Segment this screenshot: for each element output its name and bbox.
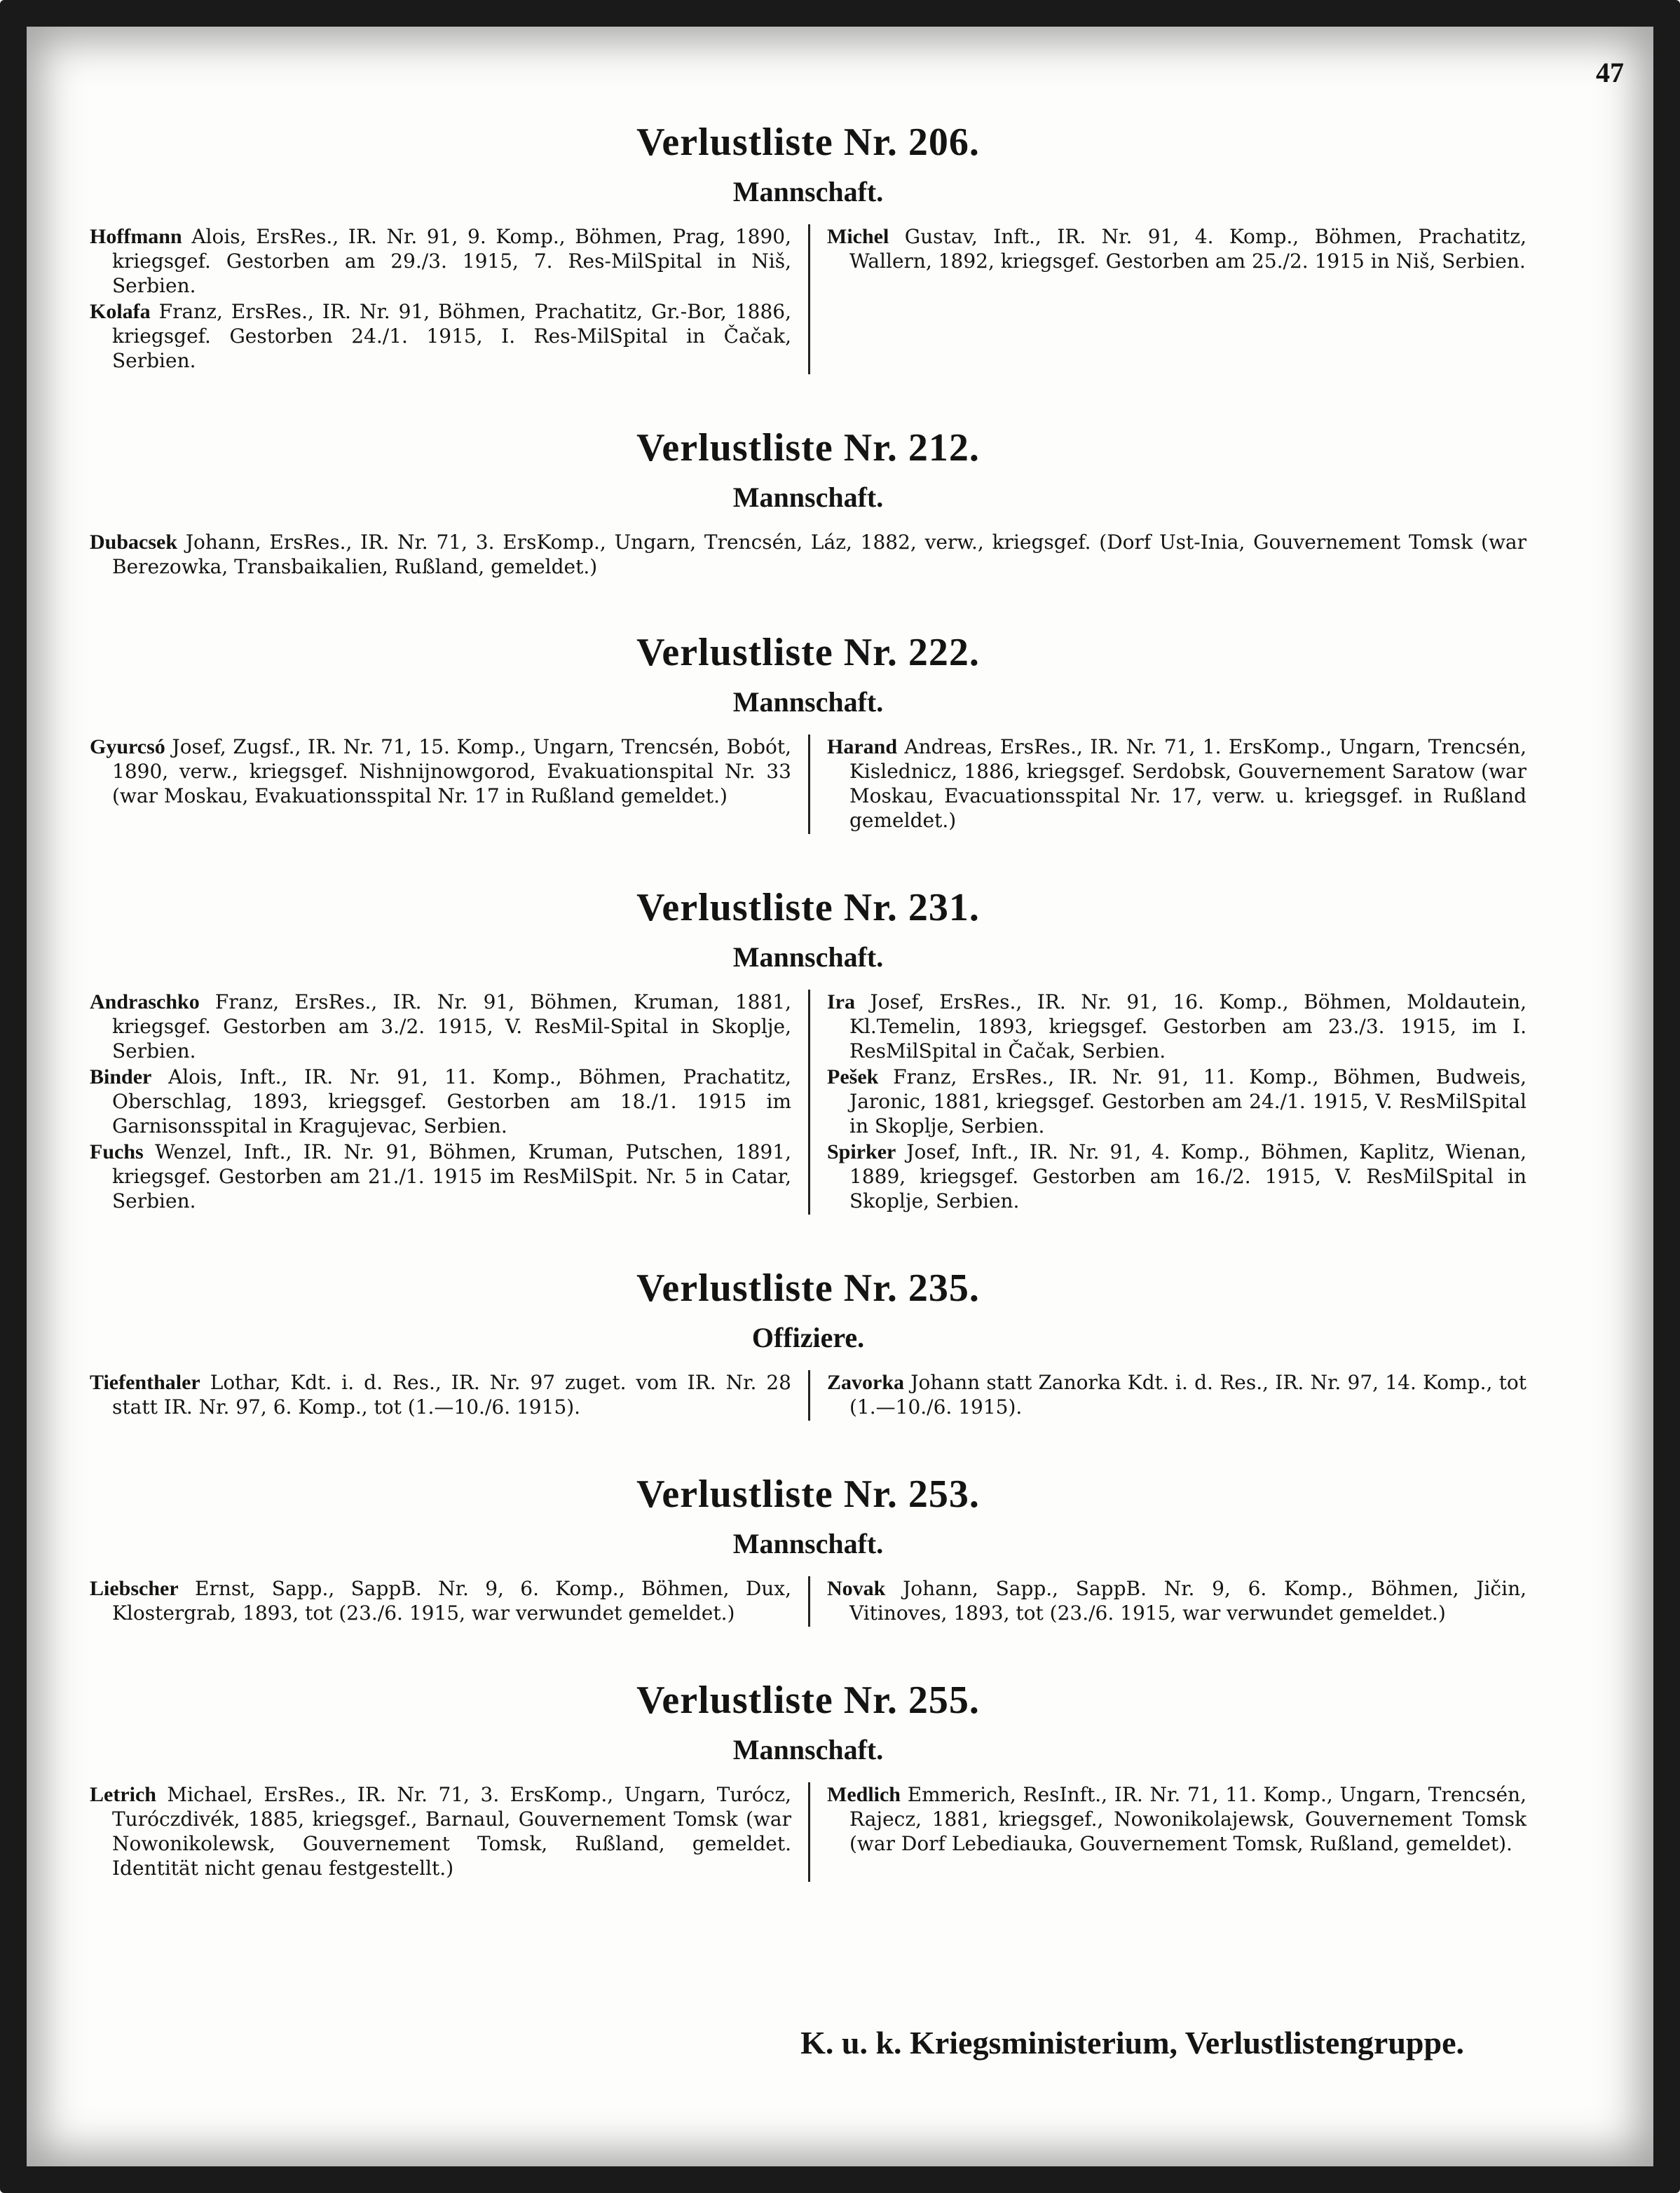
casualty-name: Ira: [827, 990, 855, 1013]
casualty-details: Ernst, Sapp., SappB. Nr. 9, 6. Komp., Böhmen, Dux, Klostergrab, 1893, tot (23./6. 1915, war verwundet gemeldet.): [112, 1577, 791, 1625]
verlustliste-section: [90, 118, 1527, 374]
right-column: [808, 1782, 1527, 1882]
casualty-details: Josef, Inft., IR. Nr. 91, 4. Komp., Böhmen, Kaplitz, Wienan, 1889, kriegsgef. Gestorben am 16./2. 1915, V. ResMilSpital in Skoplje, Serbien.: [849, 1140, 1527, 1212]
full-width-column: [90, 530, 1527, 579]
right-column: [808, 224, 1527, 374]
casualty-details: Wenzel, Inft., IR. Nr. 91, Böhmen, Kruman, Putschen, 1891, kriegsgef. Gestorben am 21./1. 1915 im ResMilSpit. Nr. 5 in Catar, Serbien.: [112, 1140, 791, 1212]
casualty-name: Medlich: [827, 1783, 901, 1806]
casualty-entry: [827, 1065, 1527, 1138]
casualty-details: Michael, ErsRes., IR. Nr. 71, 3. ErsKomp., Ungarn, Turócz, Turóczdivék, 1885, kriegsgef., Barnaul, Gouvernement Tomsk (war Nowonikolewsk, Gouvernement Tomsk, Rußland, gemeldet. Identität nicht genau festgestellt.): [112, 1783, 791, 1880]
casualty-details: Johann, Sapp., SappB. Nr. 9, 6. Komp., Böhmen, Jičin, Vitinoves, 1893, tot (23./6. 1915, war verwundet gemeldet.): [849, 1577, 1527, 1625]
left-column: [90, 1576, 808, 1627]
casualty-details: Johann, ErsRes., IR. Nr. 71, 3. ErsKomp., Ungarn, Trencsén, Láz, 1882, verw., kriegsgef. (Dorf Ust-Inia, Gouvernement Tomsk (war Berezowka, Transbaikalien, Rußland, gemeldet.): [112, 531, 1527, 578]
casualty-name: Harand: [827, 735, 898, 758]
left-column: [90, 990, 808, 1215]
left-column: [90, 1782, 808, 1882]
casualty-name: Michel: [827, 225, 889, 248]
page-number: 47: [1596, 57, 1624, 88]
right-column: [808, 735, 1527, 834]
section-title: Verlustliste Nr. 231.: [636, 886, 980, 929]
section-category: Mannschaft.: [732, 1528, 884, 1559]
section-category: Mannschaft.: [732, 481, 884, 513]
left-column: [90, 735, 808, 834]
left-column: [90, 224, 808, 374]
casualty-entry: [90, 299, 791, 373]
casualty-name: Hoffmann: [90, 225, 182, 248]
two-column-block: [90, 1782, 1527, 1882]
casualty-name: Andraschko: [90, 990, 200, 1013]
casualty-name: Liebscher: [90, 1577, 179, 1600]
casualty-name: Dubacsek: [90, 531, 178, 554]
casualty-name: Spirker: [827, 1140, 896, 1163]
section-category: Offiziere.: [751, 1322, 865, 1353]
casualty-details: Lothar, Kdt. i. d. Res., IR. Nr. 97 zuget. vom IR. Nr. 28 statt IR. Nr. 97, 6. Komp., tot (1.—10./6. 1915).: [112, 1371, 791, 1419]
signature: K. u. k. Kriegsministerium, Verlustlistengruppe.: [800, 2025, 1464, 2061]
casualty-name: Letrich: [90, 1783, 156, 1806]
casualty-name: Binder: [90, 1065, 152, 1088]
two-column-block: [90, 735, 1527, 834]
casualty-name: Fuchs: [90, 1140, 144, 1163]
right-column: [808, 1370, 1527, 1421]
verlustliste-section: [90, 423, 1527, 579]
casualty-name: Kolafa: [90, 300, 151, 323]
casualty-entry: [827, 1140, 1527, 1213]
casualty-entry: [90, 990, 791, 1063]
casualty-entry: [90, 1140, 791, 1213]
verlustliste-section: [90, 1264, 1527, 1421]
section-title: Verlustliste Nr. 255.: [636, 1679, 980, 1722]
casualty-entry: [90, 1065, 791, 1138]
casualty-entry: [90, 530, 1527, 579]
casualty-entry: [827, 990, 1527, 1063]
casualty-entry: [827, 1370, 1527, 1419]
section-title: Verlustliste Nr. 222.: [636, 631, 980, 674]
casualty-entry: [90, 1576, 791, 1625]
casualty-details: Alois, Inft., IR. Nr. 91, 11. Komp., Böhmen, Prachatitz, Oberschlag, 1893, kriegsgef. Gestorben am 18./1. 1915 im Garnisonsspital in Kragujevac, Serbien.: [112, 1065, 791, 1138]
two-column-block: [90, 1370, 1527, 1421]
casualty-name: Zavorka: [827, 1371, 905, 1394]
left-column: [90, 1370, 808, 1421]
casualty-entry: [827, 1782, 1527, 1856]
casualty-details: Franz, ErsRes., IR. Nr. 91, Böhmen, Prachatitz, Gr.-Bor, 1886, kriegsgef. Gestorben 24./1. 1915, I. Res-MilSpital in Čačak, Serbien.: [112, 300, 791, 372]
casualty-details: Johann statt Zanorka Kdt. i. d. Res., IR. Nr. 97, 14. Komp., tot (1.—10./6. 1915).: [849, 1371, 1527, 1419]
right-column: [808, 1576, 1527, 1627]
section-title: Verlustliste Nr. 235.: [636, 1266, 980, 1310]
casualty-details: Josef, ErsRes., IR. Nr. 91, 16. Komp., Böhmen, Moldautein, Kl.Temelin, 1893, kriegsgef. Gestorben am 23./3. 1915, im I. ResMilSpital in Čačak, Serbien.: [849, 990, 1527, 1063]
verlustliste-section: [90, 1676, 1527, 1882]
casualty-entry: [827, 1576, 1527, 1625]
section-title: Verlustliste Nr. 212.: [636, 426, 980, 470]
casualty-name: Novak: [827, 1577, 886, 1600]
casualty-details: Alois, ErsRes., IR. Nr. 91, 9. Komp., Böhmen, Prag, 1890, kriegsgef. Gestorben am 29./3. 1915, 7. Res-MilSpital in Niš, Serbien.: [112, 225, 791, 297]
section-category: Mannschaft.: [732, 941, 884, 973]
two-column-block: [90, 990, 1527, 1215]
casualty-details: Gustav, Inft., IR. Nr. 91, 4. Komp., Böhmen, Prachatitz, Wallern, 1892, kriegsgef. Gestorben am 25./2. 1915 in Niš, Serbien.: [849, 225, 1527, 273]
casualty-name: Tiefenthaler: [90, 1371, 200, 1394]
casualty-entry: [90, 735, 791, 808]
casualty-entry: [827, 735, 1527, 833]
two-column-block: [90, 1576, 1527, 1627]
casualty-name: Pešek: [827, 1065, 879, 1088]
casualty-name: Gyurcsó: [90, 735, 165, 758]
section-category: Mannschaft.: [732, 686, 884, 718]
right-column: [808, 990, 1527, 1215]
section-title: Verlustliste Nr. 206.: [636, 121, 980, 164]
section-title: Verlustliste Nr. 253.: [636, 1473, 980, 1516]
two-column-block: [90, 224, 1527, 374]
section-category: Mannschaft.: [732, 1734, 884, 1765]
casualty-details: Emmerich, ResInft., IR. Nr. 71, 11. Komp., Ungarn, Trencsén, Rajecz, 1881, kriegsgef., Nowonikolajewsk, Gouvernement Tomsk (war Dorf Lebediauka, Gouvernement Tomsk, Rußland, gemeldet).: [849, 1783, 1527, 1855]
casualty-entry: [90, 224, 791, 298]
content: [90, 118, 1527, 1931]
casualty-details: Josef, Zugsf., IR. Nr. 71, 15. Komp., Ungarn, Trencsén, Bobót, 1890, verw., kriegsgef. Nishnijnowgorod, Evakuationspital Nr. 33 (war Moskau, Evakuationsspital Nr. 17 in Rußland gemeldet.): [112, 735, 791, 807]
casualty-details: Andreas, ErsRes., IR. Nr. 71, 1. ErsKomp., Ungarn, Trencsén, Kislednicz, 1886, kriegsgef. Serdobsk, Gouvernement Saratow (war Moskau, Evacuationsspital Nr. 17, verw. u. kriegsgef. in Rußland gemeldet.): [849, 735, 1527, 832]
verlustliste-section: [90, 628, 1527, 834]
casualty-entry: [90, 1782, 791, 1880]
casualty-details: Franz, ErsRes., IR. Nr. 91, 11. Komp., Böhmen, Budweis, Jaronic, 1881, kriegsgef. Gestorben am 24./1. 1915, V. ResMilSpital in Skoplje, Serbien.: [849, 1065, 1527, 1138]
verlustliste-section: [90, 883, 1527, 1215]
section-category: Mannschaft.: [732, 176, 884, 207]
verlustliste-section: [90, 1470, 1527, 1627]
casualty-entry: [827, 224, 1527, 273]
casualty-entry: [90, 1370, 791, 1419]
casualty-details: Franz, ErsRes., IR. Nr. 91, Böhmen, Kruman, 1881, kriegsgef. Gestorben am 3./2. 1915, V. ResMil-Spital in Skoplje, Serbien.: [112, 990, 791, 1063]
